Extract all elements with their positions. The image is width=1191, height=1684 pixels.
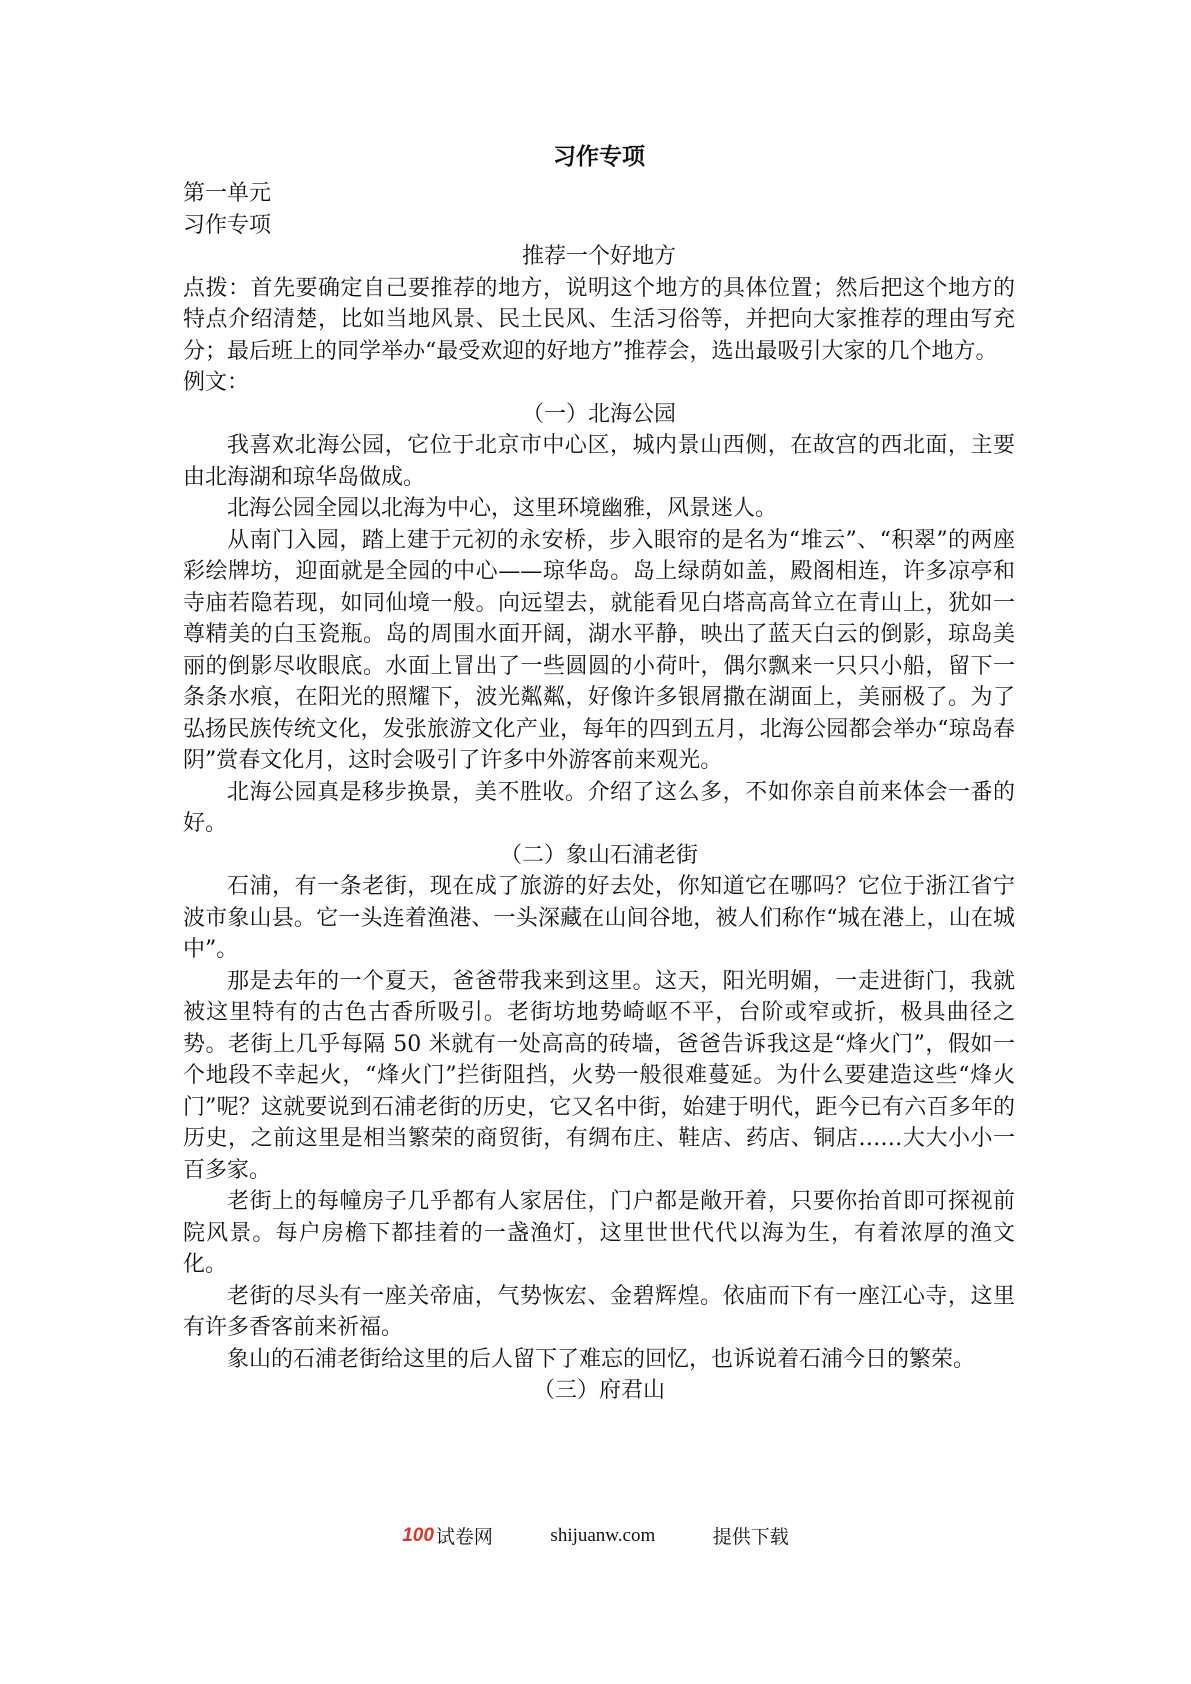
essay-paragraph: 北海公园全园以北海为中心，这里环境幽雅，风景迷人。	[227, 496, 778, 521]
logo-number: 100	[402, 1524, 434, 1546]
page-title: 习作专项	[553, 143, 645, 170]
page-footer	[0, 1522, 1191, 1549]
essay-paragraph: 象山的石浦老街给这里的后人留下了难忘的回忆，也诉说着石浦今日的繁荣。	[227, 1346, 976, 1372]
logo-text: 试卷网	[435, 1527, 493, 1548]
essay-paragraph: 老街的尽头有一座关帝庙，气势恢宏、金碧辉煌。依庙而下有一座江心寺，这里有许多香客前来祈福。	[183, 1283, 1015, 1340]
section-label: 习作专项	[183, 212, 272, 238]
essay-paragraph: 老街上的每幢房子几乎都有人家居住，门户都是敞开着，只要你抬首即可探视前院风景。每户房檐下都挂着的一盏渔灯，这里世世代代以海为生，有着浓厚的渔文化。	[183, 1189, 1015, 1277]
essay-paragraph: 北海公园真是移步换景，美不胜收。介绍了这么多，不如你亲自前来体会一番的好。	[183, 779, 1015, 836]
topic-heading: 推荐一个好地方	[521, 244, 676, 269]
essay-paragraph: 我喜欢北海公园，它位于北京市中心区，城内景山西侧，在故宫的西北面，主要由北海湖和琼华岛做成。	[183, 433, 1015, 490]
essay-heading: （二）象山石浦老街	[499, 842, 698, 868]
site-logo	[402, 1522, 493, 1549]
essay-paragraph: 石浦，有一条老街，现在成了旅游的好去处，你知道它在哪吗？它位于浙江省宁波市象山县。它一头连着渔港、一头深藏在山间谷地，被人们称作“城在港上，山在城中”。	[183, 874, 1015, 962]
essay-paragraph: 那是去年的一个夏天，爸爸带我来到这里。这天，阳光明媚，一走进街门，我就被这里特有的古色古香所吸引。老街坊地势崎岖不平，台阶或窄或折，极具曲径之势。老街上几乎每隔 50 米就有一处高高的砖墙，爸爸告诉我这是“烽火门”，假如一个地段不幸起火，“烽火门”拦街阻挡，火势一般很难蔓延。为什么要建造这些“烽火门”呢？这就要说到石浦老街的历史，它又名中街，始建于明代，距今已有六百多年的历史，之前这里是相当繁荣的商贸街，有绸布庄、鞋店、药店、铜店……大大小小一百多家。	[183, 968, 1015, 1183]
download-note: 提供下载	[712, 1527, 789, 1548]
essay-heading: （三）府君山	[532, 1378, 665, 1403]
document-body	[183, 140, 1015, 1407]
essay-heading: （一）北海公园	[521, 401, 676, 427]
site-url: shijuanw.com	[550, 1524, 656, 1546]
unit-label: 第一单元	[183, 181, 272, 206]
example-label: 例文：	[183, 370, 250, 395]
tip-paragraph: 点拨：首先要确定自己要推荐的地方，说明这个地方的具体位置；然后把这个地方的特点介绍清楚，比如当地风景、民土民风、生活习俗等，并把向大家推荐的理由写充分；最后班上的同学举办“最受欢迎的好地方”推荐会，选出最吸引大家的几个地方。	[183, 275, 1015, 364]
essay-paragraph: 从南门入园，踏上建于元初的永安桥，步入眼帘的是名为“堆云”、“积翠”的两座彩绘牌坊，迎面就是全园的中心——琼华岛。岛上绿荫如盖，殿阁相连，许多凉亭和寺庙若隐若现，如同仙境一般。向远望去，就能看见白塔高高耸立在青山上，犹如一尊精美的白玉瓷瓶。岛的周围水面开阔，湖水平静，映出了蓝天白云的倒影，琼岛美丽的倒影尽收眼底。水面上冒出了一些圆圆的小荷叶，偶尔飘来一只只小船，留下一条条水痕，在阳光的照耀下，波光粼粼，好像许多银屑撒在湖面上，美丽极了。为了弘扬民族传统文化，发张旅游文化产业，每年的四到五月，北海公园都会举办“琼岛春阴”赏春文化月，这时会吸引了许多中外游客前来观光。	[183, 527, 1015, 773]
